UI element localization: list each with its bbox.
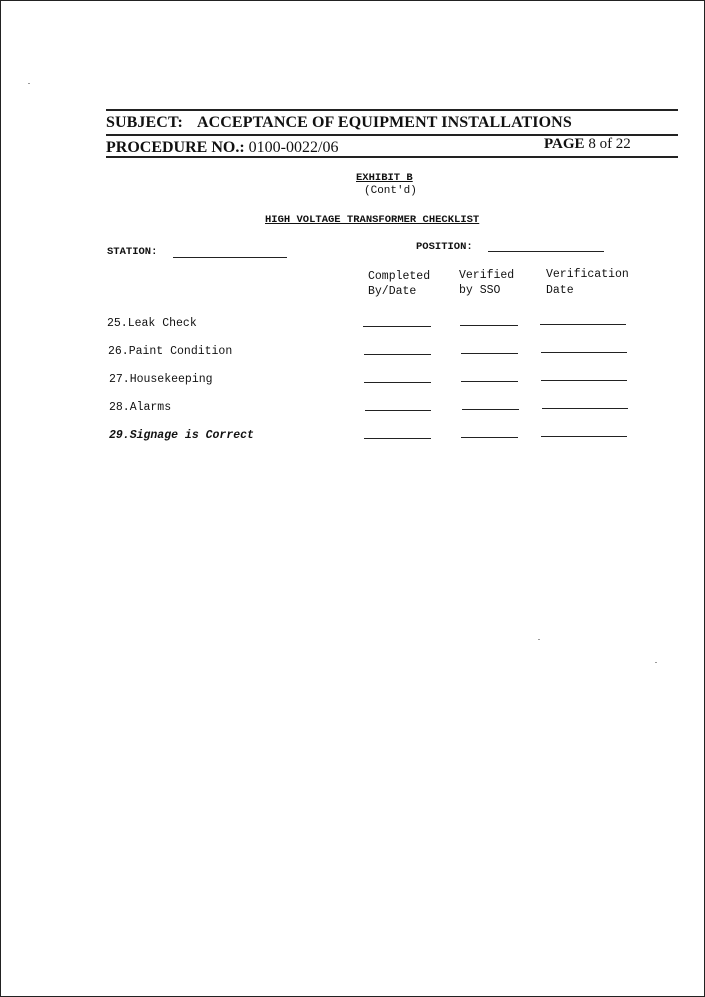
list-item-signage [109, 429, 254, 442]
col-verification-line1: Verification [546, 268, 629, 281]
col-verification-line2: Date [546, 284, 574, 297]
page-number [544, 136, 631, 153]
exhibit-subtitle: (Cont'd) [364, 185, 417, 197]
scan-speck [538, 639, 540, 640]
header-rule-top [106, 109, 678, 111]
procedure-line [106, 139, 338, 157]
signage-verified-field[interactable] [461, 437, 518, 438]
col-completed-line1: Completed [368, 270, 431, 283]
col-completed-line2: By/Date [368, 285, 417, 298]
subject-line [106, 114, 572, 132]
housekeeping-date-field[interactable] [541, 380, 627, 381]
subject-value: ACCEPTANCE OF EQUIPMENT INSTALLATIONS [196, 114, 572, 131]
leak-check-date-field[interactable] [540, 324, 626, 325]
alarms-completed-field[interactable] [365, 410, 431, 411]
position-field[interactable] [488, 251, 604, 252]
exhibit-title: EXHIBIT B [356, 172, 413, 184]
list-item-paint-condition: 26.Paint Condition [108, 345, 233, 358]
paint-condition-completed-field[interactable] [364, 354, 431, 355]
housekeeping-verified-field[interactable] [461, 381, 518, 382]
checklist-title: HIGH VOLTAGE TRANSFORMER CHECKLIST [265, 214, 480, 226]
leak-check-verified-field[interactable] [460, 325, 518, 326]
station-label: STATION: [107, 246, 158, 258]
signage-date-field[interactable] [541, 436, 627, 437]
list-item-leak-check: 25.Leak Check [107, 317, 197, 330]
signage-completed-field[interactable] [364, 438, 431, 439]
page-value: 8 of 22 [588, 136, 631, 152]
signage-label: 29.Signage is Correct [109, 429, 254, 442]
paint-condition-date-field[interactable] [541, 352, 627, 353]
scan-speck [28, 83, 30, 84]
housekeeping-completed-field[interactable] [364, 382, 431, 383]
procedure-value: 0100-0022/06 [248, 139, 339, 156]
col-verified-line1: Verified [459, 269, 515, 282]
position-label: POSITION: [416, 241, 473, 253]
paint-condition-verified-field[interactable] [461, 353, 518, 354]
alarms-verified-field[interactable] [462, 409, 519, 410]
subject-label: SUBJECT: [106, 114, 183, 131]
alarms-date-field[interactable] [542, 408, 628, 409]
station-field[interactable] [173, 257, 287, 258]
page-label: PAGE [544, 136, 585, 152]
procedure-label: PROCEDURE NO.: [106, 139, 245, 156]
col-verified-line2: by SSO [459, 284, 501, 297]
list-item-housekeeping: 27.Housekeeping [109, 373, 213, 386]
list-item-alarms: 28.Alarms [109, 401, 172, 414]
scan-speck [655, 662, 657, 663]
leak-check-completed-field[interactable] [363, 326, 431, 327]
